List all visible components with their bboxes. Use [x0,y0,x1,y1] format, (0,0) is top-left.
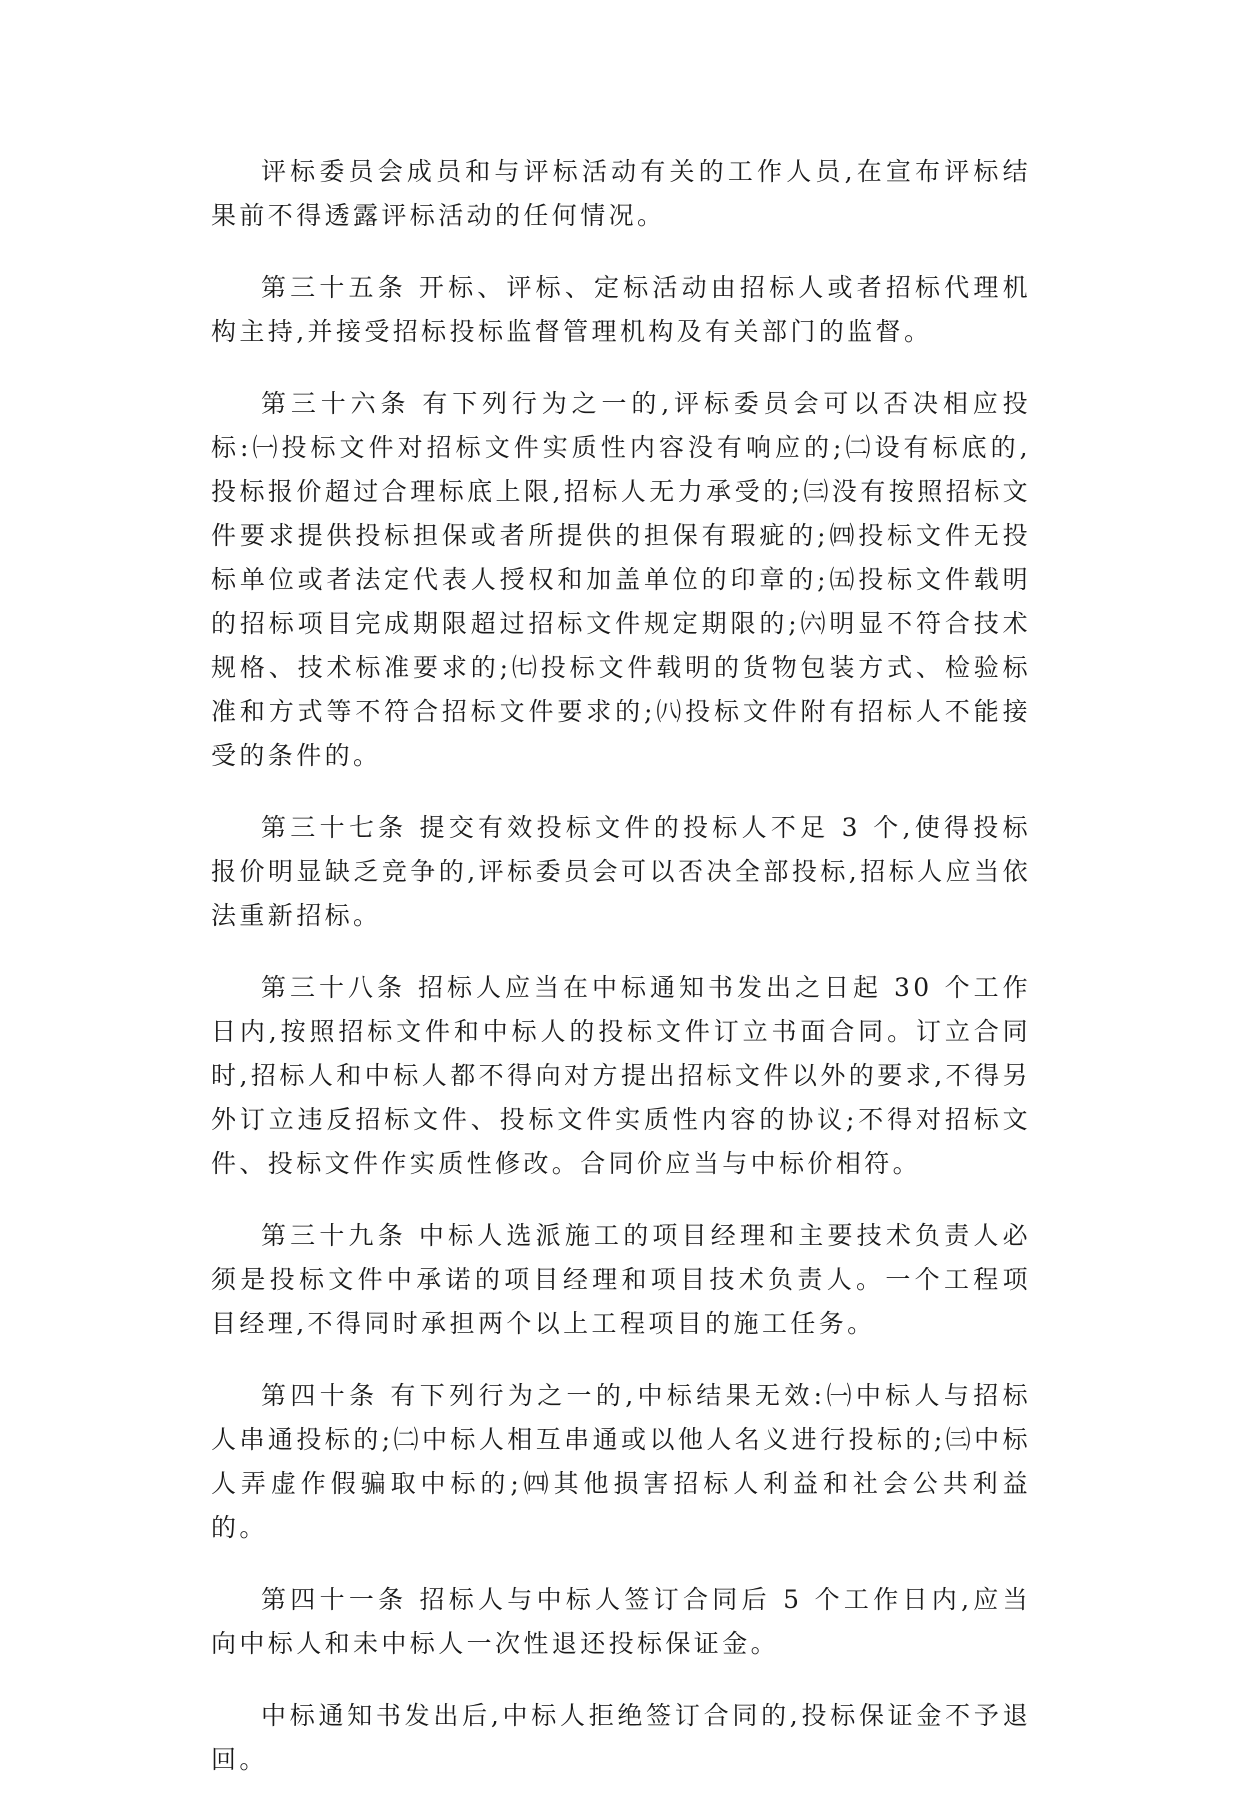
article-number: 第三十七条 [261,813,408,842]
document-body [211,150,1031,1810]
paragraph-article-36 [211,382,1031,778]
paragraph-bid-bond-forfeit [211,1694,1031,1782]
paragraph-confidentiality [211,150,1031,238]
article-number: 第三十九条 [261,1221,407,1250]
paragraph-article-37 [211,806,1031,938]
paragraph-article-41 [211,1578,1031,1666]
paragraph-text: 中标人选派施工的项目经理和主要技术负责人必须是投标文件中承诺的项目经理和项目技术负责人。一个工程项目经理,不得同时承担两个以上工程项目的施工任务。 [211,1221,1031,1338]
article-number: 第三十六条 [261,389,411,418]
article-number: 第四十一条 [261,1585,408,1614]
paragraph-text: 有下列行为之一的,中标结果无效:㈠中标人与招标人串通投标的;㈡中标人相互串通或以他人名义进行投标的;㈢中标人弄虚作假骗取中标的;㈣其他损害招标人利益和社会公共利益的。 [211,1381,1031,1542]
paragraph-text: 有下列行为之一的,评标委员会可以否决相应投标:㈠投标文件对招标文件实质性内容没有响应的;㈡设有标底的,投标报价超过合理标底上限,招标人无力承受的;㈢没有按照招标文件要求提供投标担保或者所提供的担保有瑕疵的;㈣投标文件无投标单位或者法定代表人授权和加盖单位的印章的;㈤投标文件载明的招标项目完成期限超过招标文件规定期限的;㈥明显不符合技术规格、技术标准要求的;㈦投标文件载明的货物包装方式、检验标准和方式等不符合招标文件要求的;㈧投标文件附有招标人不能接受的条件的。 [211,389,1031,770]
paragraph-text: 招标人应当在中标通知书发出之日起 30 个工作日内,按照招标文件和中标人的投标文件订立书面合同。订立合同时,招标人和中标人都不得向对方提出招标文件以外的要求,不得另外订立违反招标文件、投标文件实质性内容的协议;不得对招标文件、投标文件作实质性修改。合同价应当与中标价相符。 [211,973,1031,1178]
paragraph-text: 招标人与中标人签订合同后 5 个工作日内,应当向中标人和未中标人一次性退还投标保证金。 [211,1585,1031,1658]
article-number: 第三十五条 [261,273,407,302]
article-number: 第三十八条 [261,973,407,1002]
paragraph-text: 开标、评标、定标活动由招标人或者招标代理机构主持,并接受招标投标监督管理机构及有关部门的监督。 [211,273,1031,346]
paragraph-text: 中标通知书发出后,中标人拒绝签订合同的,投标保证金不予退回。 [211,1701,1031,1774]
article-number: 第四十条 [261,1381,379,1410]
paragraph-text: 评标委员会成员和与评标活动有关的工作人员,在宣布评标结果前不得透露评标活动的任何情况。 [211,157,1031,230]
paragraph-text: 提交有效投标文件的投标人不足 3 个,使得投标报价明显缺乏竞争的,评标委员会可以否决全部投标,招标人应当依法重新招标。 [211,813,1031,930]
paragraph-article-39 [211,1214,1031,1346]
paragraph-article-35 [211,266,1031,354]
paragraph-article-38 [211,966,1031,1186]
paragraph-article-40 [211,1374,1031,1550]
